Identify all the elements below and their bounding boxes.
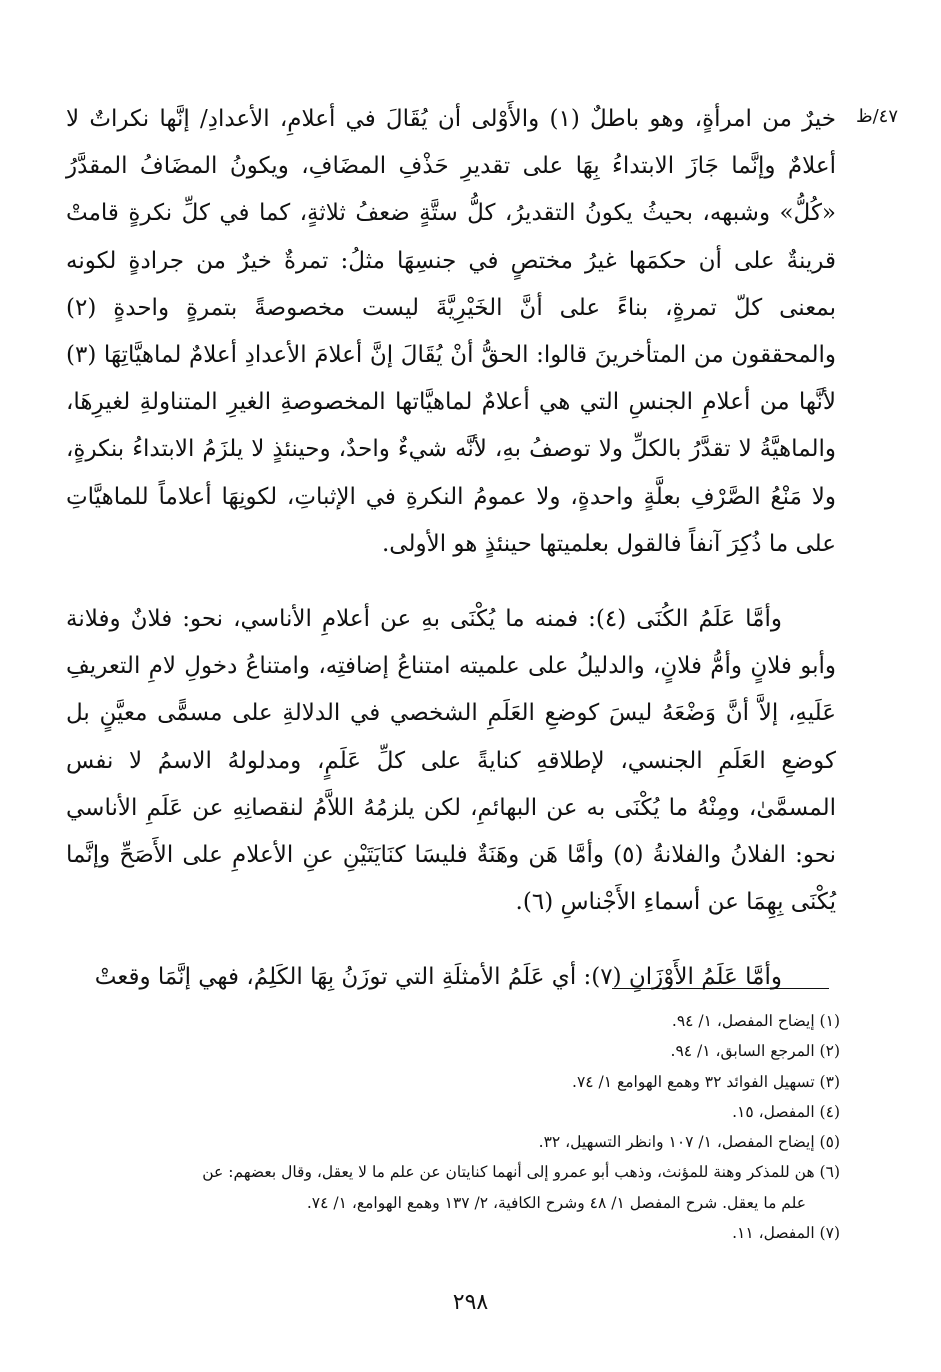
footnote-separator (612, 988, 829, 989)
footnote: (٢) المرجع السابق، ١/ ٩٤. (670, 1042, 840, 1061)
folio-margin-note: ٤٧/ظ (855, 106, 898, 127)
footnote: (٣) تسهيل الفوائد ٣٢ وهمع الهوامع ١/ ٧٤. (572, 1072, 840, 1091)
footnote-continuation: علم ما يعقل. شرح المفصل ١/ ٤٨ وشرح الكافية، ٢/ ١٣٧ وهمع الهوامع، ١/ ٧٤. (306, 1193, 806, 1212)
footnote: (٧) المفصل، ١١. (732, 1224, 840, 1243)
footnote: (٤) المفصل، ١٥. (732, 1102, 840, 1121)
footnote: (١) إيضاح المفصل، ١/ ٩٤. (671, 1012, 840, 1030)
footnote: (٥) إيضاح المفصل، ١/ ١٠٧ وانظر التسهيل، ٣٢. (538, 1133, 840, 1152)
paragraph: وأمَّا عَلَمُ الكُنَى (٤): فمنه ما يُكْنَى بهِ عن أعلامِ الأناسي، نحو: فلانٌ وفلانة وأبو فلانٍ وأمُّ فلانٍ، والدليلُ على علميته امتناعُ إضافتِه، وامتناعُ دخولِ لامِ التعريفِ عَلَيهِ، إلاَّ أنَّ وَضْعَهُ ليسَ كوضعِ العَلَمِ الشخصي في الدلالةِ على مسمًّى معيَّنٍ بل كوضعِ العَلَمِ الجنسي، لإطلاقهِ كنايةً على كلِّ عَلَمٍ، ومدلولهُ الاسمُ لا نفس المسمَّىٰ، ومِنْهُ ما يُكْنَى به عن البهائمِ، لكن يلزمُهُ اللاَّمُ لنقصانِهِ عن عَلَمِ الأناسي نحو: الفلانُ والفلانةُ (٥) وأمَّا هَن وهَنَةٌ فليسَا كنَايَتَيْنِ عنِ الأعلامِ على الأَصَحِّ وإنَّما يُكْنَى بِهِمَا عن أسماءِ الأَجْناسِ (٦). (66, 606, 836, 916)
paragraph: خيرٌ من امرأةٍ، وهو باطلٌ (١) والأَوْلى أن يُقَالَ في أعلامِ، الأعدادِ/ إنَّها نكراتٌ لا أعلامٌ وإنَّما جَازَ الابتداءُ بِهَا على تقديرِ حَذْفِ المضَافِ، ويكونُ المضَافُ المقدَّرُ «كُلُّ» وشبهه، بحيثُ يكونُ التقديرُ، كلُّ ستَّةٍ ضعفُ ثلاثةٍ، كما في كلِّ نكرةٍ قامتْ قرينةٌ على أن حكمَها غيرُ مختصٍ في جنسِهَا مثلُ: تمرةٌ خيرٌ من جرادةٍ لكونه بمعنى كلّ تمرةٍ، بناءً على أنَّ الخَيْرِيَّةَ ليست مخصوصةً بتمرةٍ واحدةٍ (٢) والمحققون من المتأخرينَ قالوا: الحقُّ أنْ يُقَالَ إنَّ أعلامَ الأعدادِ أعلامٌ لماهيَّاتِهَا (٣) لأنَّها من أعلامِ الجنسِ التي هي أعلامٌ لماهيَّاتها المخصوصةِ الغيرِ المتناولةِ لغيرِهَا، والماهيَّةُ لا تقدَّرُ بالكلِّ ولا توصفُ بهِ، لأنَّه شيءٌ واحدٌ، وحينئذٍ لا يلزَمُ الابتداءُ بنكرةٍ، ولا مَنْعُ الصَّرْفِ بعلَّةٍ واحدةٍ، ولا عمومُ النكرةِ في الإثباتِ، لكونِهَا أعلاماً للماهيَّاتِ على ما ذُكِرَ آنفاً فالقول بعلميتها حينئذٍ هو الأولى. (66, 106, 836, 557)
footnotes (56, 1006, 840, 1248)
main-text (66, 96, 836, 1002)
page-number: ٢٩٨ (452, 1290, 489, 1315)
paragraph: وأمَّا عَلَمُ الأَوْزَانِ (٧): أي عَلَمُ الأمثلَةِ التي توزَنُ بِهَا الكَلِمُ، فهي إنَّمَا وقعتْ (94, 964, 782, 991)
footnote: (٦) هن للمذكر وهنة للمؤنث، وذهب أبو عمرو إلى أنهما كنايتان عن علم ما لا يعقل، وقال بعضهم: عن (202, 1163, 840, 1182)
